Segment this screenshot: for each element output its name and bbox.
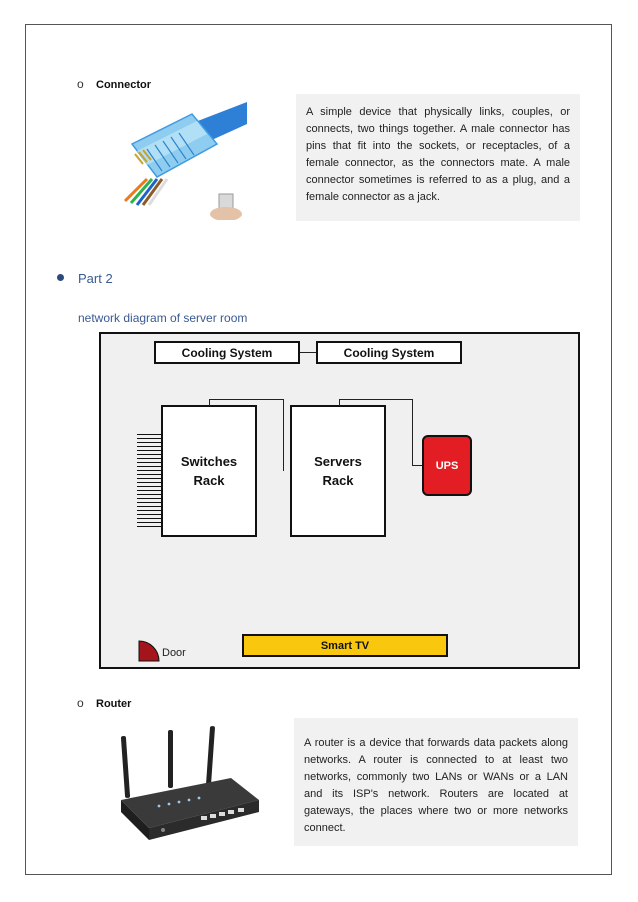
link-server-v [339, 399, 340, 406]
switches-rack-line2: Rack [193, 473, 225, 488]
servers-rack-line2: Rack [322, 473, 354, 488]
ups-label: UPS [435, 459, 459, 472]
door-label: Door [162, 647, 186, 659]
door-icon [138, 640, 160, 662]
link-ups-in [412, 465, 422, 466]
link-switch-server [209, 399, 284, 400]
cooling-system-left-label: Cooling System [181, 345, 273, 360]
router-description: A router is a device that forwards data packets along networks. A router is connected to at least two networks, commonly two LANs or WANs or a LAN and its ISP's network. Routers are located at gateways, the places where two or more networks connect. [294, 718, 578, 846]
cooling-system-right-label: Cooling System [343, 345, 435, 360]
link-server-drop [283, 399, 284, 471]
cooling-link [300, 352, 316, 353]
link-switch-v [209, 399, 210, 406]
router-image [107, 722, 263, 846]
servers-rack [290, 405, 386, 537]
smart-tv-label: Smart TV [320, 639, 370, 652]
switches-rack-line1: Switches [180, 454, 238, 469]
link-server-ups-top [339, 399, 412, 400]
connector-image [107, 99, 247, 220]
part2-title: Part 2 [78, 271, 113, 286]
switches-rack [161, 405, 257, 537]
connector-description: A simple device that physically links, couples, or connects, two things together. A male connector has pins that fit into the sockets, or receptacles, of a female connector, as the connectors mate. A male connector sometimes is referred to as a plug, and a female connector as a jack. [296, 94, 580, 221]
link-ups-drop [412, 399, 413, 465]
server-room-diagram [99, 332, 580, 669]
connector-bullet: o [77, 77, 84, 91]
connector-heading: Connector [96, 79, 151, 91]
cooling-system-left [154, 341, 300, 364]
diagram-caption: network diagram of server room [78, 311, 248, 325]
router-bullet: o [77, 696, 84, 710]
part2-bullet [57, 274, 64, 281]
router-heading: Router [96, 698, 132, 710]
cooling-system-right [316, 341, 462, 364]
cable-bundle [137, 434, 161, 530]
servers-rack-line1: Servers [314, 454, 362, 469]
ups-unit [422, 435, 472, 496]
smart-tv [242, 634, 448, 657]
